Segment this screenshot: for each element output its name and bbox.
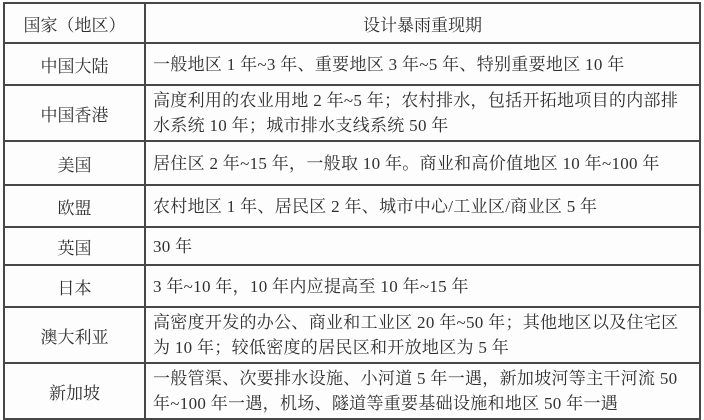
- period-cell: 居住区 2 年~15 年，一般取 10 年。商业和高价值地区 10 年~100 年: [145, 141, 700, 185]
- header-period: 设计暴雨重现期: [145, 3, 700, 43]
- table-header-row: [4, 3, 700, 43]
- table-row: [4, 265, 700, 307]
- period-cell: 一般地区 1 年~3 年、重要地区 3 年~5 年、特别重要地区 10 年: [145, 43, 700, 85]
- period-cell: 3 年~10 年，10 年内应提高至 10 年~15 年: [145, 265, 700, 307]
- return-period-table: [3, 2, 701, 420]
- region-cell: 中国香港: [4, 85, 145, 141]
- region-cell: 美国: [4, 141, 145, 185]
- region-cell: 新加坡: [4, 363, 145, 419]
- header-region: 国家（地区）: [4, 3, 145, 43]
- table-row: [4, 85, 700, 141]
- table-row: [4, 227, 700, 265]
- table-row: [4, 185, 700, 227]
- period-cell: 农村地区 1 年、居民区 2 年、城市中心/工业区/商业区 5 年: [145, 185, 700, 227]
- table-row: [4, 43, 700, 85]
- table-row: [4, 307, 700, 363]
- period-cell: 高密度开发的办公、商业和工业区 20 年~50 年；其他地区以及住宅区为 10 年；较低密度的居民区和开放地区为 5 年: [145, 307, 700, 363]
- region-cell: 中国大陆: [4, 43, 145, 85]
- region-cell: 日本: [4, 265, 145, 307]
- table-row: [4, 141, 700, 185]
- region-cell: 英国: [4, 227, 145, 265]
- table-row: [4, 363, 700, 419]
- period-cell: 一般管渠、次要排水设施、小河道 5 年一遇，新加坡河等主干河流 50 年~100 年一遇，机场、隧道等重要基础设施和地区 50 年一遇: [145, 363, 700, 419]
- region-cell: 澳大利亚: [4, 307, 145, 363]
- region-cell: 欧盟: [4, 185, 145, 227]
- period-cell: 高度利用的农业用地 2 年~5 年；农村排水，包括开拓地项目的内部排水系统 10 年；城市排水支线系统 50 年: [145, 85, 700, 141]
- period-cell: 30 年: [145, 227, 700, 265]
